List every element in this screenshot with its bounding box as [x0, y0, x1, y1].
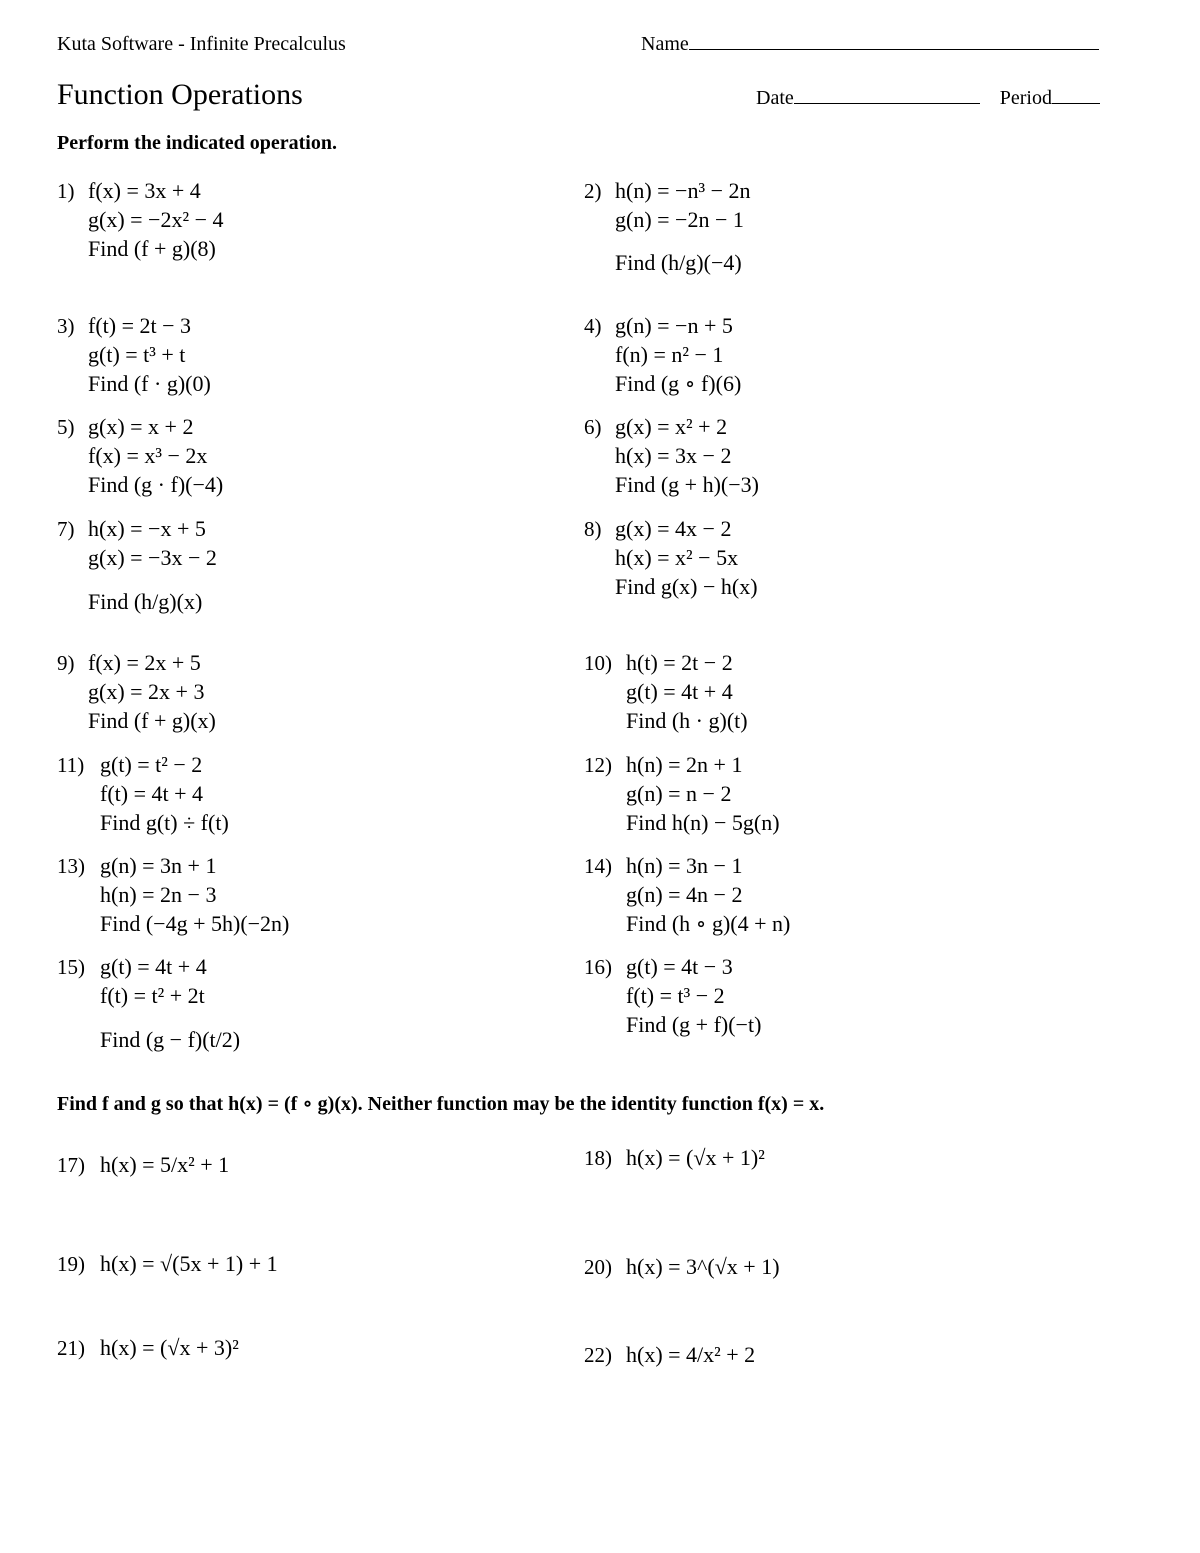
- section2-instruction: Find f and g so that h(x) = (f ∘ g)(x). Neither function may be the identity function f(x) = x.: [57, 1093, 825, 1115]
- problem-line: f(n) = n² − 1: [615, 342, 724, 367]
- problem-line: h(x) = 3x − 2: [615, 443, 732, 468]
- problem-number: 13): [57, 854, 85, 878]
- problem-number: 7): [57, 517, 75, 541]
- problem-line: f(t) = 4t + 4: [100, 781, 204, 806]
- problem-number: 10): [584, 651, 612, 675]
- name-blank: [689, 48, 1099, 50]
- problem-number: 1): [57, 179, 75, 203]
- problem-line: Find (g + f)(−t): [626, 1012, 762, 1037]
- problem-line: Find g(x) − h(x): [615, 574, 758, 599]
- problem-line: g(n) = −2n − 1: [615, 207, 744, 232]
- period-label: Period: [999, 87, 1052, 109]
- problem-number: 20): [584, 1255, 612, 1279]
- problem-line: g(x) = −2x² − 4: [88, 207, 224, 232]
- problem-line: h(n) = 2n − 3: [100, 882, 217, 907]
- problem-number: 2): [584, 179, 602, 203]
- problem-number: 12): [584, 753, 612, 777]
- problem-number: 11): [57, 753, 85, 777]
- problem-line: Find (f + g)(x): [88, 708, 216, 733]
- name-label: Name: [641, 33, 689, 55]
- problem-line: g(t) = 4t + 4: [626, 679, 733, 704]
- problem-line: Find (g · f)(−4): [88, 472, 224, 497]
- problem-line: g(n) = −n + 5: [615, 313, 733, 338]
- problem-line: g(t) = t² − 2: [100, 752, 203, 777]
- period-blank: [1052, 102, 1100, 104]
- problem-line: Find (g + h)(−3): [615, 472, 759, 497]
- problem-line: g(t) = 4t − 3: [626, 954, 733, 979]
- problem-line: g(x) = 2x + 3: [88, 679, 205, 704]
- problem-line: h(x) = 3^(√x + 1): [626, 1254, 780, 1279]
- problem-line: Find (f + g)(8): [88, 236, 216, 261]
- problem-line: h(n) = −n³ − 2n: [615, 178, 751, 203]
- problem-line: f(t) = t³ − 2: [626, 983, 725, 1008]
- problem-number: 21): [57, 1336, 85, 1360]
- problem-line: Find (h ∘ g)(4 + n): [626, 911, 791, 936]
- problem-line: Find g(t) ÷ f(t): [100, 810, 229, 835]
- problem-line: Find (h/g)(−4): [615, 250, 742, 275]
- problem-line: f(x) = x³ − 2x: [88, 443, 208, 468]
- problem-line: g(x) = 4x − 2: [615, 516, 732, 541]
- problem-number: 8): [584, 517, 602, 541]
- problem-line: h(x) = 5/x² + 1: [100, 1152, 230, 1177]
- problem-line: f(t) = 2t − 3: [88, 313, 192, 338]
- problem-number: 15): [57, 955, 85, 979]
- problem-line: Find (g ∘ f)(6): [615, 371, 742, 396]
- problem-number: 3): [57, 314, 75, 338]
- problem-line: g(x) = −3x − 2: [88, 545, 217, 570]
- problem-line: g(n) = 3n + 1: [100, 853, 217, 878]
- problem-line: h(n) = 3n − 1: [626, 853, 743, 878]
- problem-line: g(n) = n − 2: [626, 781, 732, 806]
- problem-line: f(x) = 2x + 5: [88, 650, 201, 675]
- problem-line: h(x) = 4/x² + 2: [626, 1342, 756, 1367]
- date-label: Date: [756, 87, 794, 109]
- page-title: Function Operations: [57, 78, 303, 111]
- date-blank: [794, 102, 980, 104]
- problem-line: Find (−4g + 5h)(−2n): [100, 911, 290, 936]
- problem-line: g(t) = 4t + 4: [100, 954, 207, 979]
- problem-line: g(n) = 4n − 2: [626, 882, 743, 907]
- problem-number: 17): [57, 1153, 85, 1177]
- problem-number: 9): [57, 651, 75, 675]
- problem-line: h(t) = 2t − 2: [626, 650, 733, 675]
- section1-instruction: Perform the indicated operation.: [57, 132, 337, 154]
- problem-number: 18): [584, 1146, 612, 1170]
- date-period-field: [756, 87, 1100, 110]
- problem-line: g(x) = x + 2: [88, 414, 194, 439]
- problem-line: f(x) = 3x + 4: [88, 178, 201, 203]
- problem-line: h(n) = 2n + 1: [626, 752, 743, 777]
- problem-number: 14): [584, 854, 612, 878]
- software-name: Kuta Software - Infinite Precalculus: [57, 33, 346, 55]
- problem-number: 16): [584, 955, 612, 979]
- problem-line: h(x) = −x + 5: [88, 516, 206, 541]
- problem-line: Find (h/g)(x): [88, 589, 203, 614]
- problem-line: f(t) = t² + 2t: [100, 983, 205, 1008]
- problem-line: Find (h · g)(t): [626, 708, 748, 733]
- problem-line: Find h(n) − 5g(n): [626, 810, 780, 835]
- problem-line: Find (f · g)(0): [88, 371, 211, 396]
- problem-line: h(x) = x² − 5x: [615, 545, 739, 570]
- problem-line: Find (g − f)(t/2): [100, 1027, 241, 1052]
- name-field: [641, 33, 1099, 56]
- problem-number: 4): [584, 314, 602, 338]
- problem-number: 6): [584, 415, 602, 439]
- problem-line: h(x) = (√x + 1)²: [626, 1145, 765, 1170]
- problem-line: g(t) = t³ + t: [88, 342, 186, 367]
- problem-number: 19): [57, 1252, 85, 1276]
- problem-line: g(x) = x² + 2: [615, 414, 728, 439]
- problem-line: h(x) = (√x + 3)²: [100, 1335, 239, 1360]
- problem-number: 5): [57, 415, 75, 439]
- problem-line: h(x) = √(5x + 1) + 1: [100, 1251, 278, 1276]
- problem-number: 22): [584, 1343, 612, 1367]
